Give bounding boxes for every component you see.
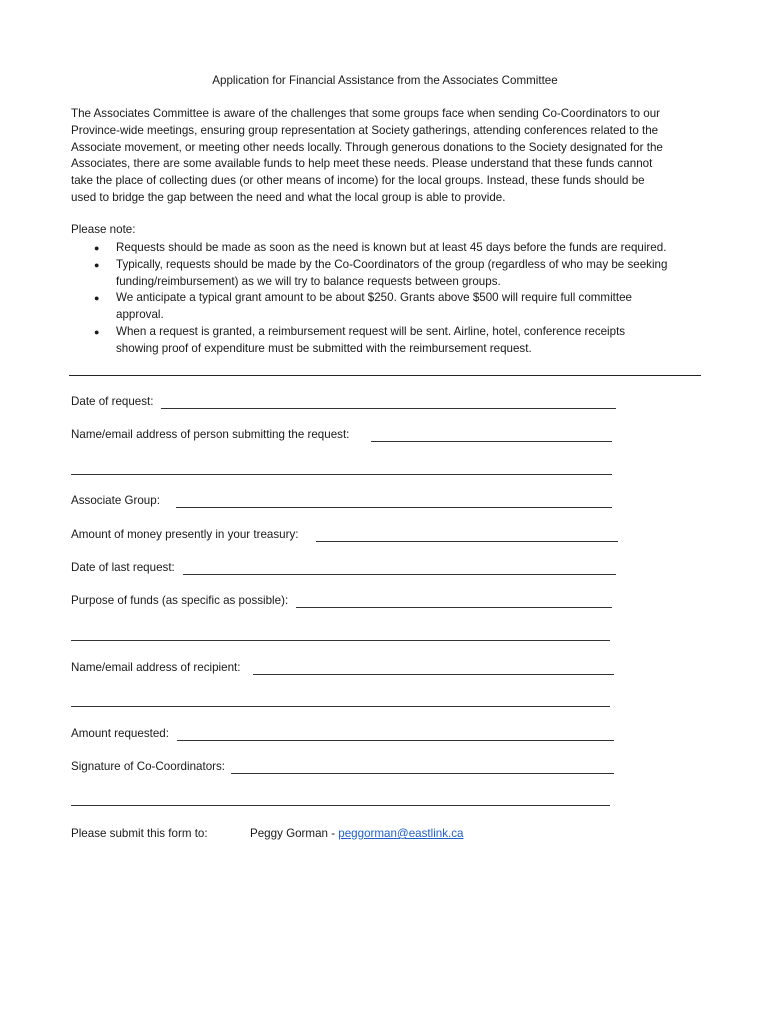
treasury-label: Amount of money presently in your treasury:: [71, 528, 299, 541]
note-item: [94, 257, 694, 291]
bullet-icon: ●: [94, 326, 100, 337]
treasury-field: [71, 527, 618, 543]
note-label: Please note:: [71, 223, 136, 236]
note-line: We anticipate a typical grant amount to be about $250. Grants above $500 will require full committee: [116, 291, 633, 305]
signature-label: Signature of Co-Coordinators:: [71, 760, 226, 773]
purpose-input-line[interactable]: [296, 607, 612, 608]
submit-label: Please submit this form to:: [71, 827, 208, 840]
recipient-label: Name/email address of recipient:: [71, 661, 241, 674]
note-line: funding/reimbursement) as we will try to balance requests between groups.: [116, 274, 501, 288]
note-line: Requests should be made as soon as the need is known but at least 45 days before the funds are required.: [116, 241, 667, 254]
treasury-input-line[interactable]: [316, 541, 618, 542]
note-item: [94, 290, 694, 324]
contact-email-link[interactable]: peggorman@eastlink.ca: [338, 827, 464, 840]
purpose-continuation-line[interactable]: [71, 640, 610, 641]
amount-requested-field: [71, 726, 614, 742]
note-line: Typically, requests should be made by the Co-Coordinators of the group (regardless of who may be seeking: [116, 257, 668, 271]
intro-line: take the place of collecting dues (or other means of income) for the local groups. Instead, these funds should be: [71, 174, 645, 188]
bullet-icon: ●: [94, 243, 100, 253]
submitter-input-line[interactable]: [371, 441, 612, 442]
signature-continuation-line[interactable]: [71, 805, 610, 806]
form-title: Application for Financial Assistance from the Associates Committee: [212, 74, 558, 87]
note-item: [94, 324, 694, 358]
purpose-label: Purpose of funds (as specific as possible):: [71, 594, 289, 607]
date-of-request-label: Date of request:: [71, 395, 154, 408]
contact-name: Peggy Gorman -: [250, 827, 339, 840]
intro-line: Province-wide meetings, ensuring group representation at Society gatherings, attending conferences related to the: [71, 123, 659, 137]
note-line: When a request is granted, a reimbursement request will be sent. Airline, hotel, conference receipts: [116, 324, 626, 338]
intro-line: Associates, there are some available funds to help meet these needs. Please understand that these funds cannot: [71, 157, 653, 171]
note-line: approval.: [116, 308, 164, 322]
associate-group-input-line[interactable]: [176, 507, 612, 508]
submitter-field: [71, 427, 612, 443]
notes-list: [94, 240, 694, 358]
purpose-field: [71, 593, 612, 609]
date-last-request-input-line[interactable]: [183, 574, 616, 575]
signature-input-line[interactable]: [231, 773, 614, 774]
intro-line: The Associates Committee is aware of the challenges that some groups face when sending Co-Coordinators to our: [71, 107, 661, 120]
submitter-continuation-line[interactable]: [71, 474, 612, 475]
recipient-continuation-line[interactable]: [71, 706, 610, 707]
note-item: [94, 240, 694, 257]
bullet-icon: ●: [94, 293, 100, 304]
intro-paragraph: [71, 106, 701, 207]
submit-info: [71, 826, 671, 842]
date-last-request-field: [71, 560, 616, 576]
bullet-icon: ●: [94, 259, 100, 270]
intro-line: used to bridge the gap between the need and what the local group is able to provide.: [71, 190, 506, 204]
note-line: showing proof of expenditure must be submitted with the reimbursement request.: [116, 341, 532, 355]
date-of-request-input-line[interactable]: [161, 408, 616, 409]
section-divider: [69, 375, 701, 376]
date-of-request-field: [71, 394, 616, 410]
signature-field: [71, 759, 614, 775]
amount-requested-label: Amount requested:: [71, 727, 169, 740]
associate-group-field: [71, 493, 612, 509]
amount-requested-input-line[interactable]: [177, 740, 614, 741]
recipient-input-line[interactable]: [253, 674, 614, 675]
submit-contact: [250, 826, 463, 842]
submitter-label: Name/email address of person submitting the request:: [71, 428, 350, 441]
associate-group-label: Associate Group:: [71, 494, 160, 507]
intro-line: Associate movement, or meeting other needs locally. Through generous donations to the Society designated for the: [71, 140, 663, 154]
recipient-field: [71, 660, 614, 676]
date-last-request-label: Date of last request:: [71, 561, 175, 574]
